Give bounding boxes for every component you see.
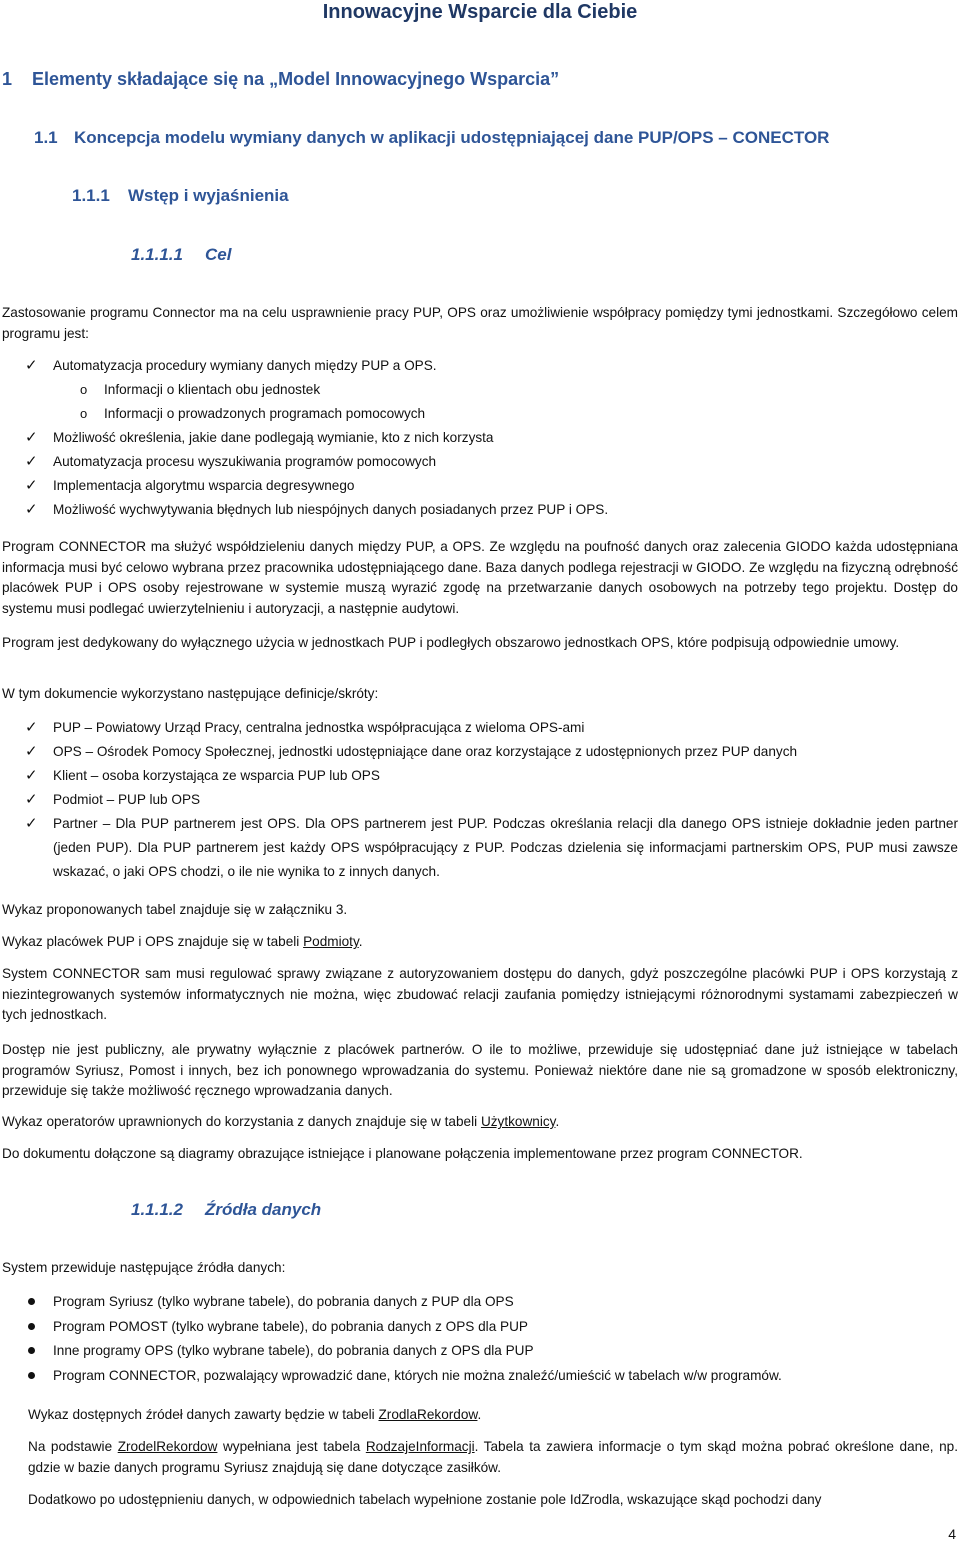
heading-4-number: 1.1.1.2 [131,1200,183,1219]
zrodel-rekordow-link[interactable]: ZrodelRekordow [117,1439,218,1454]
list-item [0,450,958,474]
checkmark-icon: ✓ [25,453,38,470]
bullet-icon [28,1298,35,1305]
list-item [0,474,958,498]
list-item-text: Podmiot – PUP lub OPS [53,792,201,807]
heading-3-text: Wstęp i wyjaśnienia [128,186,289,205]
heading-3-number: 1.1.1 [72,186,110,205]
document-header-title: Innowacyjne Wsparcie dla Ciebie [322,1,638,23]
heading-4-number: 1.1.1.1 [131,245,183,264]
checkmark-icon: ✓ [25,791,38,808]
heading-2-text: Koncepcja modelu wymiany danych w aplikacji udostępniającej dane PUP/OPS – CONECTOR [74,128,830,147]
list-item-text: Program Syriusz (tylko wybrane tabele), do pobrania danych z PUP dla OPS [53,1294,514,1309]
list-item-text: Inne programy OPS (tylko wybrane tabele), do pobrania danych z OPS dla PUP [53,1343,534,1358]
list-item-text: Informacji o klientach obu jednostek [104,382,321,397]
heading-4-cel [131,245,231,265]
list-item [0,354,958,378]
checkmark-icon: ✓ [25,477,38,494]
zrodla-rekordow-link[interactable]: ZrodlaRekordow [378,1407,478,1422]
paragraph-dedication: Program jest dedykowany do wyłącznego użycia w jednostkach PUP i podległych obszarowo jednostkach OPS, które podpisują odpowiednie umowy. [2,635,900,650]
bullet-icon [28,1372,35,1379]
paragraph-access: Dostęp nie jest publiczny, ale prywatny wyłącznie z placówek partnerów. O ile to możliwe, przewiduje się udostępniać dane już istniejące w tabelach programów Syriusz, Pomost i innych, bez ich ponownego wprowadzania do systemu. Ponieważ niektóre dane nie są gromadzone w sposób elektroniczny, przewiduje się także możliwość ręcznego wprowadzania danych. [2,1042,958,1098]
list-item [0,1315,958,1340]
list-item-text: Możliwość określenia, jakie dane podlegają wymianie, kto z nich korzysta [53,430,494,445]
list-item [0,788,958,812]
checkmark-icon: ✓ [25,501,38,518]
list-item-text: Możliwość wychwytywania błędnych lub niespójnych danych posiadanych przez PUP i OPS. [53,502,609,517]
podmioty-link[interactable]: Podmioty [303,934,359,949]
list-item-text: Program CONNECTOR, pozwalający wprowadzić dane, których nie można znaleźć/umieścić w tabelach w/w programów. [53,1367,782,1383]
heading-2 [34,128,829,148]
paragraph-sources-intro: System przewiduje następujące źródła danych: [2,1260,286,1275]
list-item-text: Implementacja algorytmu wsparcia degresywnego [53,478,355,493]
paragraph-podmioty: Wykaz placówek PUP i OPS znajduje się w tabeli Podmioty. [2,934,363,949]
paragraph-rodzaje-informacji: Na podstawie ZrodelRekordow wypełniana jest tabela RodzajeInformacji. Tabela ta zawiera informacje o tym skąd można pobrać określone dane, np. gdzie w bazie danych programu Syriusz znajdują się dane dotyczące zasiłków. [28,1439,958,1475]
paragraph-connector-purpose: Program CONNECTOR ma służyć współdzieleniu danych między PUP, a OPS. Ze względu na poufność danych oraz zalecenia GIODO każda udostępniana informacja musi być celowo wybrana przez pracownika udostępniającego dane. Baza danych podlega rejestracji w GIODO. Ze względu na fizyczną odrębność placówek PUP i OPS osoby rejestrowane w systemie muszą wyrazić zgodę na przetwarzanie danych osobowych na potrzeby tego projektu. Dostęp do systemu musi podlegać uwierzytelnieniu i autoryzacji, a następnie audytowi. [2,539,958,616]
paragraph-zrodla-rekordow: Wykaz dostępnych źródeł danych zawarty będzie w tabeli ZrodlaRekordow. [28,1407,482,1422]
list-item-text: Partner – Dla PUP partnerem jest OPS. Dla OPS partnerem jest PUP. Podczas określania relacji dla danego OPS istnieje dokładnie jeden partner (jeden PUP). Dla PUP partnerem jest każdy OPS współpracujący z PUP. Podczas dzielenia się informacjami partnerskim OPS, PUP musi zawsze wskazać, o jaki OPS chodzi, o ile nie wynika to z innych danych. [53,816,958,879]
list-item [0,764,958,788]
list-item [0,426,958,450]
bullet-icon [28,1323,35,1330]
list-item-text: PUP – Powiatowy Urząd Pracy, centralna jednostka współpracująca z wieloma OPS-ami [53,720,585,735]
paragraph-authorization: System CONNECTOR sam musi regulować sprawy związane z autoryzowaniem dostępu do danych, gdyż poszczególne placówki PUP i OPS korzystają z niezintegrowanych systemów informatycznych nie można, więc zbudować relacji zaufania pomiędzy istniejącymi różnorodnymi systamami zabezpieczeń w tych jednostkach. [2,966,958,1022]
list-item [0,378,958,402]
list-item-text: Program POMOST (tylko wybrane tabele), do pobrania danych z OPS dla PUP [53,1318,528,1334]
list-item-text: OPS – Ośrodek Pomocy Społecznej, jednostki udostępniające dane oraz korzystające z udostępnionych przez PUP danych [53,744,798,759]
list-item [0,1364,958,1389]
list-item [0,812,958,884]
list-item [0,716,958,740]
paragraph-operators: Wykaz operatorów uprawnionych do korzystania z danych znajduje się w tabeli Użytkownicy. [2,1114,560,1129]
heading-1-number: 1 [2,69,13,89]
list-item [0,498,958,522]
list-item-text: Informacji o prowadzonych programach pomocowych [104,406,426,421]
checkmark-icon: ✓ [25,815,38,832]
bullet-icon [28,1347,35,1354]
list-item [0,740,958,764]
goals-list [0,354,958,522]
paragraph-tables-appendix: Wykaz proponowanych tabel znajduje się w załączniku 3. [2,902,348,917]
list-item-text: Klient – osoba korzystająca ze wsparcia PUP lub OPS [53,768,380,783]
checkmark-icon: ✓ [25,719,38,736]
list-item-text: Automatyzacja procesu wyszukiwania programów pomocowych [53,454,437,469]
list-item [0,1339,958,1364]
heading-2-number: 1.1 [34,128,58,147]
circle-bullet-icon: o [80,382,88,397]
list-item [0,402,958,426]
paragraph-definitions-intro: W tym dokumencie wykorzystano następujące definicje/skróty: [2,686,379,701]
checkmark-icon: ✓ [25,357,38,374]
list-item-text: Automatyzacja procedury wymiany danych między PUP a OPS. [53,358,437,373]
checkmark-icon: ✓ [25,767,38,784]
uzytkownicy-link[interactable]: Użytkownicy [480,1114,556,1129]
heading-4-zrodla [131,1200,321,1220]
definitions-list [0,716,958,884]
heading-1-text: Elementy składające się na „Model Innowacyjnego Wsparcia” [32,69,560,89]
rodzaje-informacji-link[interactable]: RodzajeInformacji [365,1439,475,1454]
checkmark-icon: ✓ [25,429,38,446]
intro-paragraph: Zastosowanie programu Connector ma na celu usprawnienie pracy PUP, OPS oraz umożliwienie współpracy pomiędzy tymi jednostkami. Szczegółowo celem programu jest: [2,305,958,341]
paragraph-id-zrodla: Dodatkowo po udostępnieniu danych, w odpowiednich tabelach wypełnione zostanie pole IdZrodla, wskazujące skąd pochodzi dany [28,1492,822,1507]
heading-3 [72,186,289,206]
heading-4-text: Cel [205,245,232,264]
heading-1 [2,69,559,90]
checkmark-icon: ✓ [25,743,38,760]
sources-list [0,1290,958,1388]
paragraph-diagrams: Do dokumentu dołączone są diagramy obrazujące istniejące i planowane połączenia implementowane przez program CONNECTOR. [2,1146,803,1161]
heading-4-text: Źródła danych [205,1200,322,1219]
list-item [0,1290,958,1315]
page-number: 4 [948,1526,956,1542]
circle-bullet-icon: o [80,406,88,421]
